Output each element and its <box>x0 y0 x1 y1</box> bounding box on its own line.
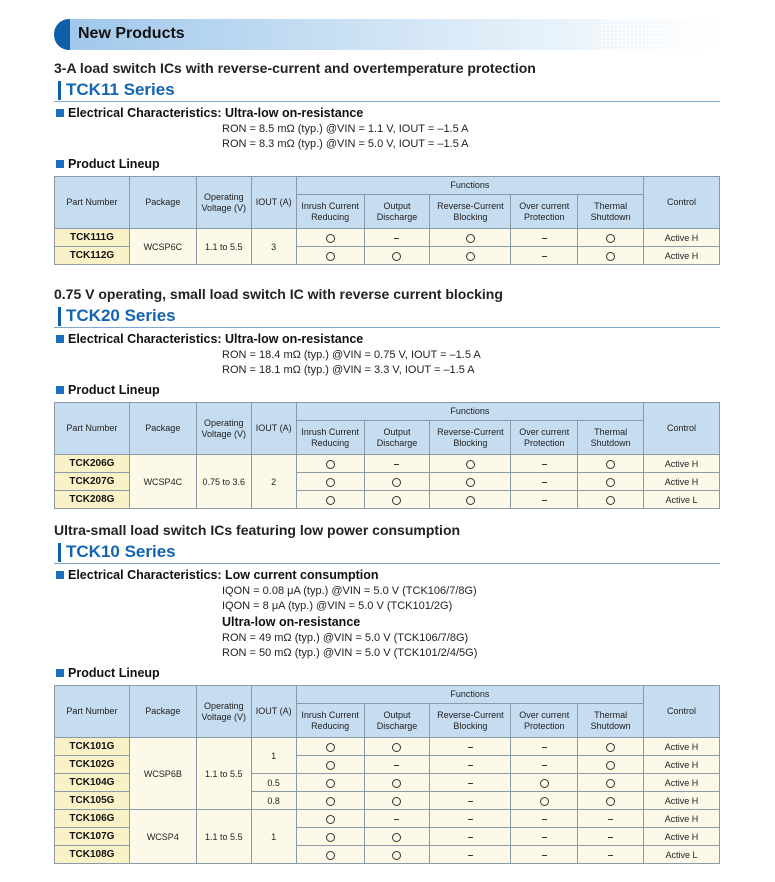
function-cell <box>511 756 578 774</box>
header-iout: IOUT (A) <box>251 177 296 229</box>
circle-mark-icon <box>326 460 335 469</box>
part-number-cell: TCK207G <box>55 473 130 491</box>
function-cell <box>511 491 578 509</box>
iout-cell: 2 <box>251 455 296 509</box>
voltage-cell: 1.1 to 5.5 <box>196 738 251 810</box>
circle-mark-icon <box>606 460 615 469</box>
section-heading: 0.75 V operating, small load switch IC with reverse current blocking <box>54 286 503 302</box>
function-cell <box>578 473 644 491</box>
product-lineup-label <box>54 666 720 683</box>
electrical-label: Electrical Characteristics: <box>68 332 226 346</box>
header-operating-voltage: Operating Voltage (V) <box>196 177 251 229</box>
dash-mark-icon <box>468 747 473 748</box>
function-cell <box>511 738 578 756</box>
function-cell <box>364 455 430 473</box>
dash-mark-icon <box>394 765 399 766</box>
header-reverse-blocking: Reverse-Current Blocking <box>430 195 511 229</box>
function-cell <box>511 792 578 810</box>
function-cell <box>296 756 364 774</box>
part-number-cell: TCK108G <box>55 846 130 864</box>
circle-mark-icon <box>606 743 615 752</box>
banner-pill <box>54 19 70 50</box>
characteristic-label: Ultra-low on-resistance <box>225 106 364 120</box>
package-cell: WCSP6B <box>129 738 196 810</box>
dash-mark-icon <box>542 855 547 856</box>
circle-mark-icon <box>326 833 335 842</box>
dash-mark-icon <box>542 837 547 838</box>
control-cell: Active H <box>644 738 720 756</box>
characteristic-label: Ultra-low on-resistance <box>225 332 364 346</box>
spec-line: RON = 8.5 mΩ (typ.) @VIN = 1.1 V, IOUT = –1.5 A <box>222 123 469 135</box>
header-overcurrent: Over current Protection <box>511 421 578 455</box>
section-heading: Ultra-small load switch ICs featuring low power consumption <box>54 522 461 538</box>
dash-mark-icon <box>468 783 473 784</box>
function-cell <box>578 738 644 756</box>
header-reverse-blocking: Reverse-Current Blocking <box>430 421 511 455</box>
function-cell <box>578 247 644 265</box>
function-cell <box>296 774 364 792</box>
function-cell <box>430 846 511 864</box>
header-package: Package <box>129 403 196 455</box>
function-cell <box>364 229 430 247</box>
part-number-cell: TCK101G <box>55 738 130 756</box>
circle-mark-icon <box>606 478 615 487</box>
function-cell <box>578 455 644 473</box>
circle-mark-icon <box>326 234 335 243</box>
function-cell <box>296 828 364 846</box>
iout-cell: 0.8 <box>251 792 296 810</box>
function-cell <box>430 792 511 810</box>
characteristic-label: Low current consumption <box>225 568 379 582</box>
square-bullet-icon <box>56 386 64 394</box>
package-cell: WCSP4 <box>129 810 196 864</box>
control-cell: Active H <box>644 473 720 491</box>
header-thermal: Thermal Shutdown <box>578 421 644 455</box>
circle-mark-icon <box>466 460 475 469</box>
function-cell <box>430 774 511 792</box>
section-tck10 <box>54 522 720 864</box>
function-cell <box>578 828 644 846</box>
part-number-cell: TCK107G <box>55 828 130 846</box>
header-operating-voltage: Operating Voltage (V) <box>196 686 251 738</box>
function-cell <box>430 828 511 846</box>
circle-mark-icon <box>326 252 335 261</box>
circle-mark-icon <box>326 815 335 824</box>
circle-mark-icon <box>466 496 475 505</box>
function-cell <box>296 473 364 491</box>
section-heading: 3-A load switch ICs with reverse-current and overtemperature protection <box>54 60 536 76</box>
dash-mark-icon <box>542 464 547 465</box>
square-bullet-icon <box>56 571 64 579</box>
header-output-discharge: Output Discharge <box>364 195 430 229</box>
function-cell <box>364 846 430 864</box>
function-cell <box>296 491 364 509</box>
package-cell: WCSP6C <box>129 229 196 265</box>
series-title <box>54 542 720 564</box>
header-control: Control <box>644 177 720 229</box>
function-cell <box>364 738 430 756</box>
function-cell <box>364 792 430 810</box>
part-number-cell: TCK106G <box>55 810 130 828</box>
function-cell <box>364 247 430 265</box>
series-name: TCK20 Series <box>66 306 176 325</box>
series-title <box>54 306 720 328</box>
control-cell: Active H <box>644 828 720 846</box>
spec-line: RON = 49 mΩ (typ.) @VIN = 5.0 V (TCK106/7/8G) <box>222 632 469 644</box>
circle-mark-icon <box>326 779 335 788</box>
dash-mark-icon <box>468 837 473 838</box>
function-cell <box>511 247 578 265</box>
function-cell <box>578 756 644 774</box>
function-cell <box>511 473 578 491</box>
iout-cell: 1 <box>251 738 296 774</box>
function-cell <box>578 792 644 810</box>
function-cell <box>364 810 430 828</box>
circle-mark-icon <box>392 743 401 752</box>
header-functions: Functions <box>296 403 643 421</box>
function-cell <box>430 247 511 265</box>
function-cell <box>430 473 511 491</box>
function-cell <box>296 810 364 828</box>
header-iout: IOUT (A) <box>251 403 296 455</box>
circle-mark-icon <box>606 496 615 505</box>
circle-mark-icon <box>392 851 401 860</box>
section-tck11 <box>54 60 720 265</box>
part-number-cell: TCK208G <box>55 491 130 509</box>
iout-cell: 1 <box>251 810 296 864</box>
series-name: TCK11 Series <box>66 80 175 99</box>
circle-mark-icon <box>540 797 549 806</box>
header-iout: IOUT (A) <box>251 686 296 738</box>
dash-mark-icon <box>542 819 547 820</box>
banner-title: New Products <box>78 25 185 42</box>
series-title <box>54 80 720 102</box>
part-number-cell: TCK102G <box>55 756 130 774</box>
header-overcurrent: Over current Protection <box>511 704 578 738</box>
voltage-cell: 1.1 to 5.5 <box>196 810 251 864</box>
dash-mark-icon <box>468 765 473 766</box>
lineup-table-tck20 <box>54 402 720 509</box>
series-bar <box>58 543 61 562</box>
function-cell <box>364 774 430 792</box>
header-output-discharge: Output Discharge <box>364 704 430 738</box>
part-number-cell: TCK105G <box>55 792 130 810</box>
series-bar <box>58 307 61 326</box>
electrical-characteristics <box>54 332 720 349</box>
control-cell: Active H <box>644 247 720 265</box>
part-number-cell: TCK111G <box>55 229 130 247</box>
function-cell <box>430 491 511 509</box>
function-cell <box>578 774 644 792</box>
header-part-number: Part Number <box>55 403 130 455</box>
function-cell <box>511 828 578 846</box>
section-tck20 <box>54 286 720 509</box>
header-overcurrent: Over current Protection <box>511 195 578 229</box>
header-thermal: Thermal Shutdown <box>578 704 644 738</box>
characteristic-label-2: Ultra-low on-resistance <box>222 615 361 629</box>
control-cell: Active H <box>644 774 720 792</box>
electrical-label: Electrical Characteristics: <box>68 568 226 582</box>
circle-mark-icon <box>392 252 401 261</box>
table-row <box>55 738 720 756</box>
square-bullet-icon <box>56 335 64 343</box>
circle-mark-icon <box>326 478 335 487</box>
square-bullet-icon <box>56 160 64 168</box>
function-cell <box>430 229 511 247</box>
circle-mark-icon <box>540 779 549 788</box>
dash-mark-icon <box>468 801 473 802</box>
header-reverse-blocking: Reverse-Current Blocking <box>430 704 511 738</box>
function-cell <box>578 229 644 247</box>
circle-mark-icon <box>466 478 475 487</box>
electrical-characteristics <box>54 106 720 123</box>
iout-cell: 0.5 <box>251 774 296 792</box>
table-row <box>55 455 720 473</box>
header-part-number: Part Number <box>55 177 130 229</box>
header-part-number: Part Number <box>55 686 130 738</box>
function-cell <box>296 738 364 756</box>
header-control: Control <box>644 686 720 738</box>
function-cell <box>511 846 578 864</box>
product-lineup-text: Product Lineup <box>68 666 160 680</box>
function-cell <box>511 455 578 473</box>
header-inrush: Inrush Current Reducing <box>296 704 364 738</box>
header-functions: Functions <box>296 177 643 195</box>
square-bullet-icon <box>56 109 64 117</box>
circle-mark-icon <box>466 252 475 261</box>
header-control: Control <box>644 403 720 455</box>
product-lineup-label <box>54 383 720 400</box>
function-cell <box>364 756 430 774</box>
control-cell: Active H <box>644 792 720 810</box>
circle-mark-icon <box>606 779 615 788</box>
function-cell <box>296 846 364 864</box>
circle-mark-icon <box>392 779 401 788</box>
control-cell: Active L <box>644 846 720 864</box>
lineup-table-tck11 <box>54 176 720 265</box>
control-cell: Active H <box>644 455 720 473</box>
spec-line: RON = 8.3 mΩ (typ.) @VIN = 5.0 V, IOUT = –1.5 A <box>222 138 469 150</box>
control-cell: Active H <box>644 810 720 828</box>
dash-mark-icon <box>542 747 547 748</box>
dash-mark-icon <box>608 819 613 820</box>
product-lineup-text: Product Lineup <box>68 157 160 171</box>
part-number-cell: TCK206G <box>55 455 130 473</box>
dash-mark-icon <box>542 256 547 257</box>
function-cell <box>296 455 364 473</box>
header-thermal: Thermal Shutdown <box>578 195 644 229</box>
series-name: TCK10 Series <box>66 542 176 561</box>
banner-dots <box>600 19 720 50</box>
function-cell <box>430 738 511 756</box>
control-cell: Active H <box>644 756 720 774</box>
function-cell <box>364 473 430 491</box>
dash-mark-icon <box>608 855 613 856</box>
dash-mark-icon <box>542 482 547 483</box>
dash-mark-icon <box>468 855 473 856</box>
new-products-banner <box>54 19 720 50</box>
spec-line: RON = 18.1 mΩ (typ.) @VIN = 3.3 V, IOUT = –1.5 A <box>222 364 475 376</box>
function-cell <box>364 828 430 846</box>
product-lineup-label <box>54 157 720 174</box>
circle-mark-icon <box>392 496 401 505</box>
circle-mark-icon <box>392 833 401 842</box>
circle-mark-icon <box>392 478 401 487</box>
circle-mark-icon <box>326 496 335 505</box>
dash-mark-icon <box>468 819 473 820</box>
circle-mark-icon <box>606 797 615 806</box>
dash-mark-icon <box>542 765 547 766</box>
dash-mark-icon <box>542 500 547 501</box>
lineup-table-tck10 <box>54 685 720 864</box>
spec-line: RON = 50 mΩ (typ.) @VIN = 5.0 V (TCK101/2/4/5G) <box>222 647 478 659</box>
function-cell <box>578 846 644 864</box>
header-package: Package <box>129 177 196 229</box>
table-row <box>55 229 720 247</box>
circle-mark-icon <box>392 797 401 806</box>
circle-mark-icon <box>326 797 335 806</box>
dash-mark-icon <box>608 837 613 838</box>
control-cell: Active H <box>644 229 720 247</box>
circle-mark-icon <box>466 234 475 243</box>
circle-mark-icon <box>326 743 335 752</box>
function-cell <box>578 810 644 828</box>
function-cell <box>430 810 511 828</box>
function-cell <box>511 810 578 828</box>
electrical-label: Electrical Characteristics: <box>68 106 226 120</box>
function-cell <box>296 247 364 265</box>
table-row <box>55 810 720 828</box>
spec-line: IQON = 8 μA (typ.) @VIN = 5.0 V (TCK101/2G) <box>222 600 453 612</box>
package-cell: WCSP4C <box>129 455 196 509</box>
square-bullet-icon <box>56 669 64 677</box>
series-bar <box>58 81 61 100</box>
function-cell <box>296 792 364 810</box>
header-inrush: Inrush Current Reducing <box>296 421 364 455</box>
circle-mark-icon <box>326 761 335 770</box>
voltage-cell: 0.75 to 3.6 <box>196 455 251 509</box>
function-cell <box>430 756 511 774</box>
spec-line: RON = 18.4 mΩ (typ.) @VIN = 0.75 V, IOUT = –1.5 A <box>222 349 481 361</box>
function-cell <box>296 229 364 247</box>
product-lineup-text: Product Lineup <box>68 383 160 397</box>
function-cell <box>364 491 430 509</box>
voltage-cell: 1.1 to 5.5 <box>196 229 251 265</box>
circle-mark-icon <box>606 761 615 770</box>
function-cell <box>578 491 644 509</box>
part-number-cell: TCK104G <box>55 774 130 792</box>
electrical-characteristics <box>54 568 720 585</box>
function-cell <box>511 229 578 247</box>
header-output-discharge: Output Discharge <box>364 421 430 455</box>
spec-line: IQON = 0.08 μA (typ.) @VIN = 5.0 V (TCK106/7/8G) <box>222 585 477 597</box>
function-cell <box>511 774 578 792</box>
dash-mark-icon <box>394 464 399 465</box>
dash-mark-icon <box>394 819 399 820</box>
header-inrush: Inrush Current Reducing <box>296 195 364 229</box>
part-number-cell: TCK112G <box>55 247 130 265</box>
header-operating-voltage: Operating Voltage (V) <box>196 403 251 455</box>
dash-mark-icon <box>394 238 399 239</box>
circle-mark-icon <box>606 252 615 261</box>
circle-mark-icon <box>326 851 335 860</box>
iout-cell: 3 <box>251 229 296 265</box>
function-cell <box>430 455 511 473</box>
circle-mark-icon <box>606 234 615 243</box>
control-cell: Active L <box>644 491 720 509</box>
dash-mark-icon <box>542 238 547 239</box>
header-functions: Functions <box>296 686 643 704</box>
header-package: Package <box>129 686 196 738</box>
